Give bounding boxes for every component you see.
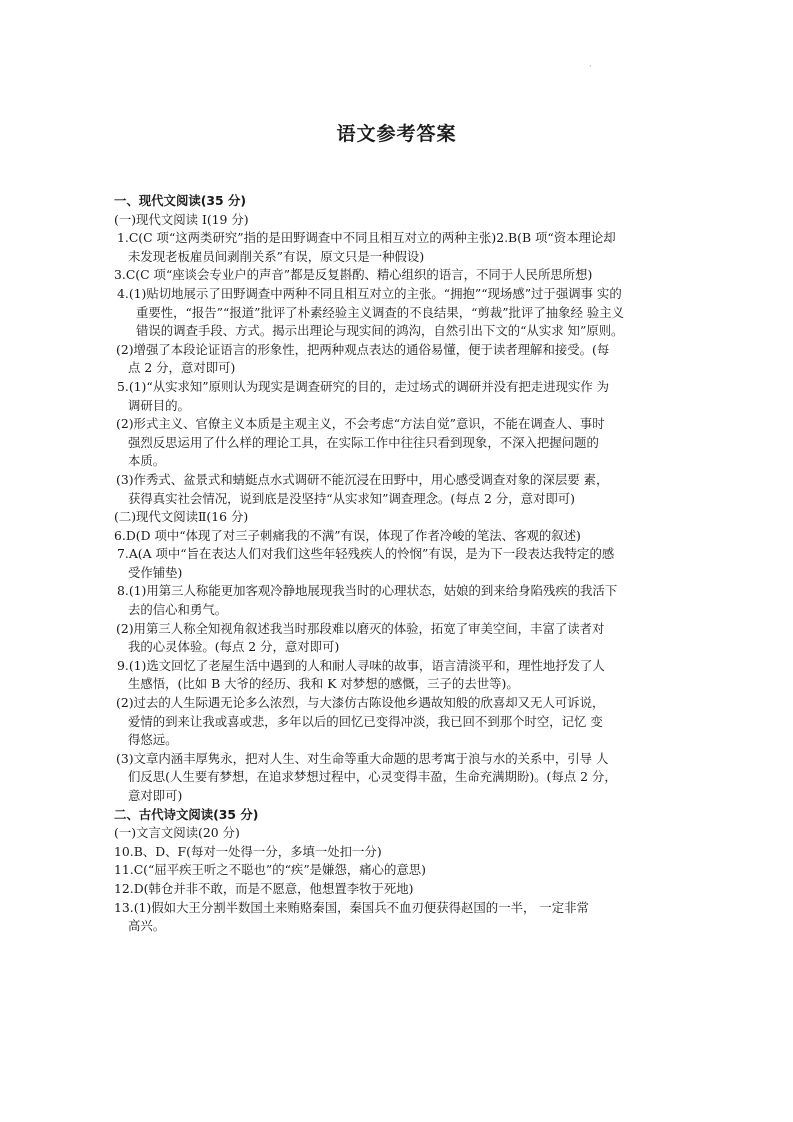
answer-line: 去的信心和勇气。 [128, 602, 228, 618]
page-speck: · [589, 62, 592, 71]
answer-line: 13.(1)假如大王分割半数国土来贿赂秦国，秦国兵不血刃便获得赵国的一半， 一定非常 [114, 899, 589, 915]
answer-line: 重要性，“报告”“报道”批评了朴素经验主义调查的不良结果，“剪裁”批评了抽象经 验主义 [136, 304, 625, 320]
page-title: 语文参考答案 [336, 123, 457, 145]
answer-line: 生感悟，(比如 B 大爷的经历、我和 K 对梦想的感慨，三子的去世等)。 [128, 676, 519, 692]
answer-line: (二)现代文阅读Ⅱ(16 分) [114, 509, 249, 525]
answer-line: 们反思(人生要有梦想，在追求梦想过程中，心灵变得丰盈，生命充满期盼)。(每点 2 分， [128, 769, 617, 785]
answer-line: (2)用第三人称全知视角叙述我当时那段难以磨灭的体验，拓宽了审美空间，丰富了读者对 [116, 620, 605, 636]
answer-line: (3)作秀式、盆景式和蜻蜓点水式调研不能沉浸在田野中，用心感受调查对象的深层要 素， [116, 471, 609, 487]
answer-body [114, 192, 680, 936]
answer-line: (一)文言文阅读(20 分) [114, 825, 240, 841]
answer-line: (2)增强了本段论证语言的形象性，把两种观点表达的通俗易懂，便于读者理解和接受。(每 [116, 341, 610, 357]
answer-line: 12.D(韩仓并非不敢，而是不愿意，他想置李牧于死地) [114, 880, 414, 896]
section-heading: 一、现代文阅读(35 分) [114, 193, 247, 208]
answer-line: 调研目的。 [128, 397, 190, 413]
answer-line: 11.C(“屈平疾王听之不聪也”的“疾”是嫌怨，痛心的意思) [114, 862, 427, 878]
answer-line: 获得真实社会情况，说到底是没坚持“从实求知”调查理念。(每点 2 分，意对即可) [128, 490, 575, 506]
answer-line: 1.C(C 项“这两类研究”指的是田野调查中不同且相互对立的两种主张)2.B(B 项“资本理论却 [117, 230, 616, 246]
answer-line: 得悠远。 [128, 732, 178, 748]
answer-line: 10.B、D、F(每对一处得一分，多填一处扣一分) [114, 843, 382, 859]
answer-line: 3.C(C 项“座谈会专业户的声音”都是反复斟酌、精心组织的语言，不同于人民所思所想) [114, 267, 593, 283]
answer-line: (一)现代文阅读 I(19 分) [114, 211, 249, 227]
answer-line: 4.(1)贴切地展示了田野调查中两种不同且相互对立的主张。“拥抱”“现场感”过于强调事 实的 [117, 285, 622, 301]
answer-line: (2)形式主义、官僚主义本质是主观主义，不会考虑“方法自觉”意识，不能在调查人、事时 [116, 416, 605, 432]
answer-line: 错误的调查手段、方式。揭示出理论与现实间的鸿沟，自然引出下文的“从实求 知”原则。 [136, 323, 624, 339]
answer-line: 9.(1)选文回忆了老屋生活中遇到的人和耐人寻味的故事，语言清淡平和，理性地抒发了人 [117, 657, 605, 673]
answer-line: 我的心灵体验。(每点 2 分，意对即可) [128, 639, 340, 655]
answer-line: 点 2 分，意对即可) [128, 360, 236, 376]
answer-line: (2)过去的人生际遇无论多么浓烈，与大漆仿古陈设他乡遇故知般的欣喜却又无人可诉说， [116, 695, 605, 711]
answer-line: 受作铺垫) [128, 564, 183, 580]
answer-line: 8.(1)用第三人称能更加客观冷静地展现我当时的心理状态，姑娘的到来给身陷残疾的我活下 [117, 583, 618, 599]
answer-line: 未发现老板雇员间剥削关系”有误，原文只是一种假设) [128, 248, 425, 264]
answer-line: 强烈反思运用了什么样的理论工具，在实际工作中往往只看到现象，不深入把握问题的 [128, 434, 599, 450]
answer-line: 高兴。 [128, 918, 166, 934]
answer-line: 意对即可) [128, 788, 183, 803]
answer-line: 爱情的到来让我或喜或悲，多年以后的回忆已变得冲淡，我已回不到那个时空，记忆 变 [128, 713, 603, 729]
section-heading: 二、古代诗文阅读(35 分) [114, 806, 259, 822]
answer-line: 6.D(D 项中“体现了对三子刺痛我的不满”有误，体现了作者冷峻的笔法、客观的叙述) [114, 527, 581, 543]
answer-line: (3)文章内涵丰厚隽永，把对人生、对生命等重大命题的思考寓于浪与水的关系中，引导 人 [116, 750, 609, 766]
answer-line: 7.A(A 项中“旨在表达人们对我们这些年轻残疾人的怜悯”有误，是为下一段表达我特定的感 [117, 546, 615, 562]
answer-line: 5.(1)“从实求知”原则认为现实是调查研究的目的，走过场式的调研并没有把走进现实作 为 [117, 378, 610, 394]
answer-line: 本质。 [128, 453, 166, 469]
